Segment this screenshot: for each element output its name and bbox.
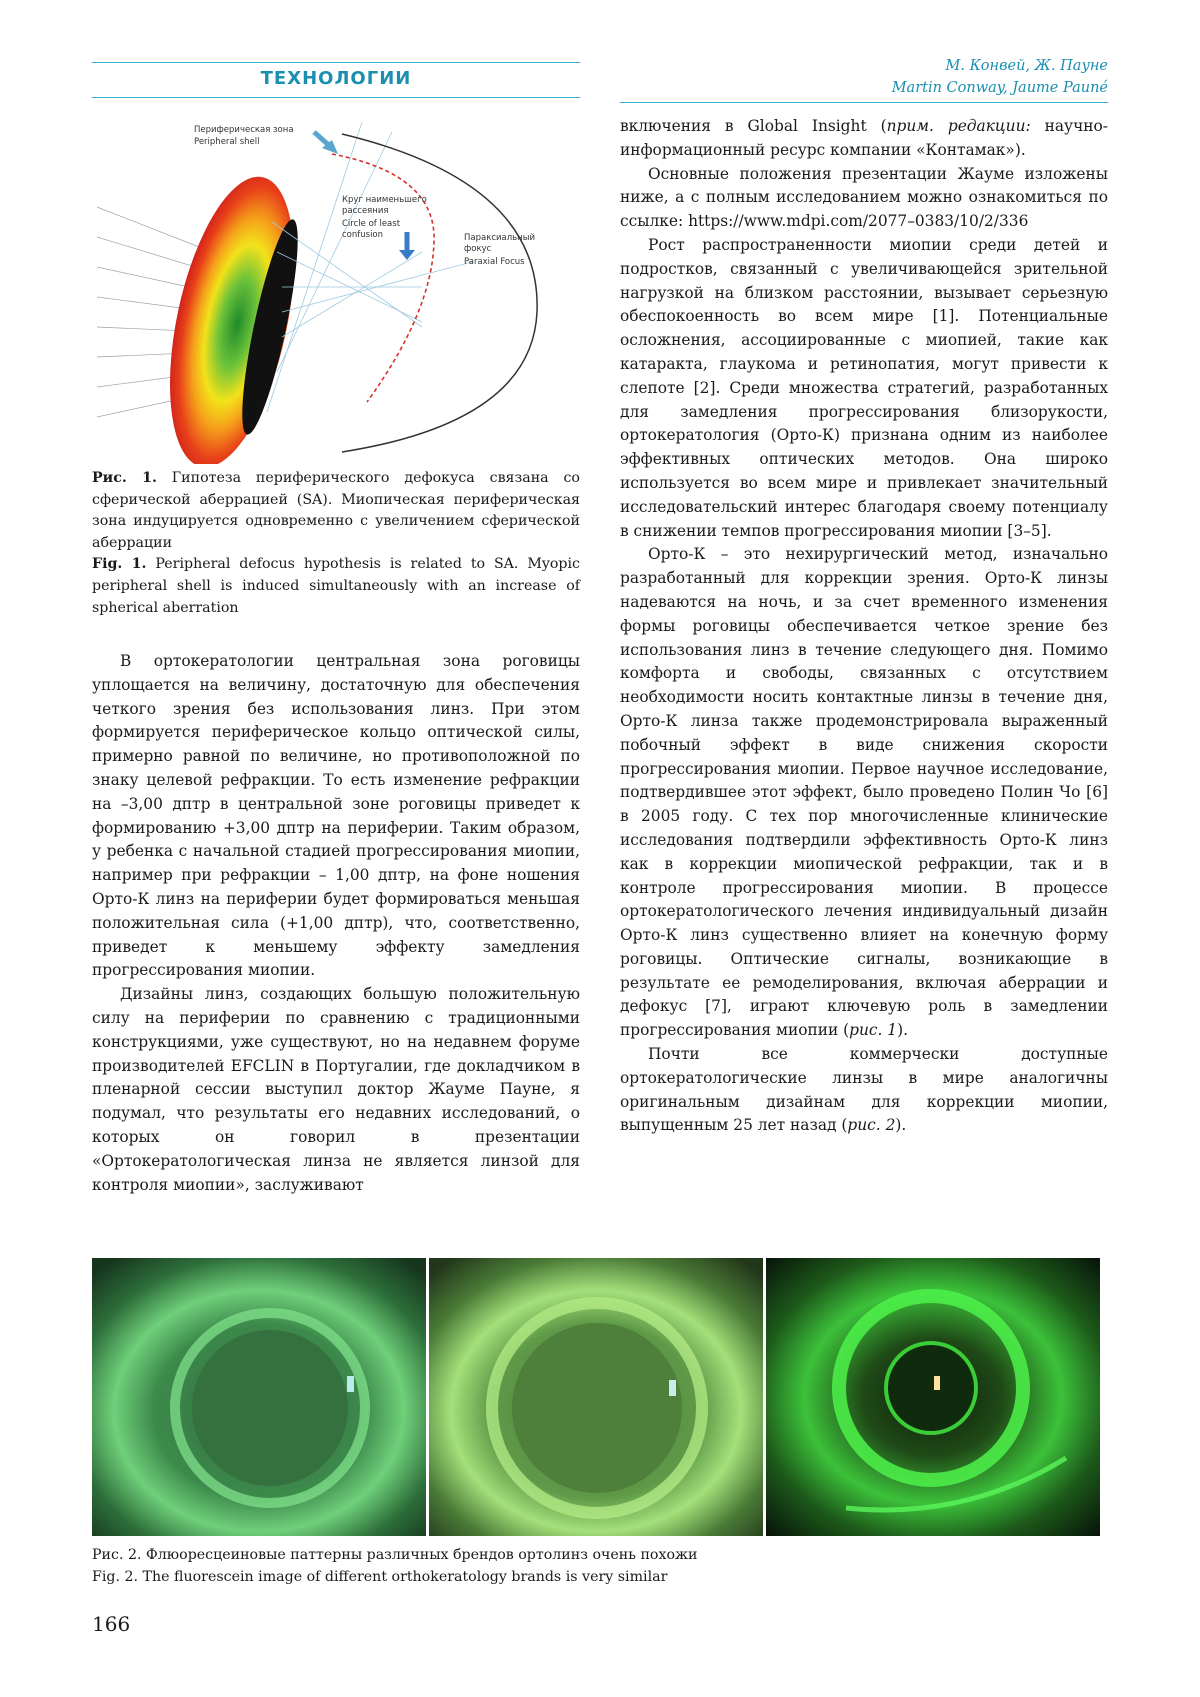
figure-1-reference: рис. 1 — [849, 1021, 897, 1039]
figure-1-caption-ru-label: Рис. 1. — [92, 470, 157, 486]
label-circle-ru-2: рассеяния — [342, 206, 389, 216]
editor-note: прим. редакции: — [887, 117, 1031, 135]
lens-aberration-map — [147, 166, 316, 464]
label-paraxial-ru-1: Параксиальный — [464, 233, 535, 243]
right-paragraph-4-b: ). — [895, 1116, 906, 1134]
header-rule-left-bottom — [92, 97, 580, 98]
label-paraxial-ru-2: фокус — [464, 244, 492, 254]
figure-1-caption-ru-text: Гипотеза периферического дефокуса связана со сферической аберрацией (SA). Миопическая периферическая зона индуцируется одновременно с увеличением сферической аберрации — [92, 470, 580, 551]
fluorescein-image-3 — [766, 1258, 1100, 1536]
label-circle-en-1: Circle of least — [342, 219, 401, 229]
figure-2-caption-en: Fig. 2. The fluorescein image of different orthokeratology brands is very similar — [92, 1566, 1108, 1588]
label-peripheral-ru: Периферическая зона — [194, 125, 294, 135]
figure-2-caption — [92, 1544, 1108, 1588]
right-paragraph-0 — [620, 115, 1108, 163]
authors-en: Martin Conway, Jaume Pauné — [688, 80, 1108, 96]
left-column — [92, 650, 580, 1197]
authors-ru: М. Конвей, Ж. Пауне — [688, 58, 1108, 74]
figure-1-caption — [92, 468, 580, 619]
label-circle-en-2: confusion — [342, 230, 383, 240]
right-paragraph-0-a: включения в Global Insight ( — [620, 117, 887, 135]
label-paraxial-en: Paraxial Focus — [464, 257, 525, 267]
right-paragraph-1: Основные положения презентации Жауме изложены ниже, а с полным исследованием можно ознакомиться по ссылке: https://www.mdpi.com/2077–0383/10/2/336 — [620, 163, 1108, 234]
left-paragraph-2: Дизайны линз, создающих большую положительную силу на периферии по сравнению с традиционными конструкциями, уже существуют, но на недавнем форуме производителей EFCLIN в Португалии, где докладчиком в пленарной сессии выступил доктор Жауме Пауне, я подумал, что результаты его недавних исследований, о которых он говорил в презентации «Ортокератологическая линза не является линзой для контроля миопии», заслуживают — [92, 983, 580, 1197]
left-paragraph-1: В ортокератологии центральная зона роговицы уплощается на величину, достаточную для обеспечения четкого зрения без использования линз. При этом формируется периферическое кольцо оптической силы, примерно равной по величине, но противоположной по знаку целевой рефракции. То есть изменение рефракции на –3,00 дптр в центральной зоне роговицы приведет к формированию +3,00 дптр на периферии. Таким образом, у ребенка с начальной стадией прогрессирования миопии, например при рефракции – 1,00 дптр, на фоне ношения Орто-К линз на периферии будет формироваться меньшая положительная сила (+1,00 дптр), что, соответственно, приведет к меньшему эффекту замедления прогрессирования миопии. — [92, 650, 580, 983]
right-paragraph-4-a: Почти все коммерчески доступные ортокератологические линзы в мире аналогичны оригинальным дизайнам для коррекции миопии, выпущенным 25 лет назад ( — [620, 1045, 1108, 1134]
figure-2-caption-ru: Рис. 2. Флюоресцеиновые паттерны различных брендов ортолинз очень похожи — [92, 1544, 1108, 1566]
header-rule-left-top — [92, 62, 580, 63]
right-paragraph-3-b: ). — [897, 1021, 908, 1039]
right-paragraph-4 — [620, 1043, 1108, 1138]
right-paragraph-2: Рост распространенности миопии среди детей и подростков, связанный с увеличивающейся зрительной нагрузкой на близком расстоянии, вызывает серьезную обеспокоенность во всем мире [1]. Потенциальные осложнения, ассоциированные с миопией, такие как катаракта, глаукома и ретинопатия, могут привести к слепоте [2]. Среди множества стратегий, разработанных для замедления прогрессирования близорукости, ортокератология (Орто-К) признана одним из наиболее эффективных оптических методов. Она широко используется во всем мире и привлекает значительный исследовательский интерес благодаря своему потенциалу в снижении темпов прогрессирования миопии [3–5]. — [620, 234, 1108, 543]
peripheral-arrow — [314, 132, 338, 154]
refracted-rays — [267, 122, 472, 412]
fluorescein-image-2 — [429, 1258, 763, 1536]
label-circle-ru-1: Круг наименьшего — [342, 195, 427, 205]
paraxial-arrow — [399, 232, 415, 260]
right-paragraph-0-b: научно-информационный ресурс компании «Контамак»). — [620, 117, 1108, 159]
figure-1-caption-en — [92, 554, 580, 619]
figure-1-caption-en-label: Fig. 1. — [92, 556, 146, 572]
page-number: 166 — [92, 1612, 130, 1636]
header-rule-right — [620, 102, 1108, 103]
image-shell-curve — [332, 154, 434, 402]
figure-1-caption-ru — [92, 468, 580, 554]
fluorescein-image-1 — [92, 1258, 426, 1536]
figure-2-reference: рис. 2 — [847, 1116, 895, 1134]
figure-1-diagram — [92, 112, 580, 464]
label-peripheral-en: Peripheral shell — [194, 137, 259, 147]
right-paragraph-3 — [620, 543, 1108, 1043]
section-label: ТЕХНОЛОГИИ — [92, 68, 580, 89]
figure-1-caption-en-text: Peripheral defocus hypothesis is related to SA. Myopic peripheral shell is induced simultaneously with an increase of spherical aberration — [92, 556, 580, 615]
right-column — [620, 115, 1108, 1138]
right-paragraph-3-a: Орто-К – это нехирургический метод, изначально разработанный для коррекции зрения. Орто-К линзы надеваются на ночь, и за счет временного изменения формы роговицы обеспечивается четкое зрение без использования линз в течение следующего дня. Помимо комфорта и свободы, связанных с отсутствием необходимости носить контактные линзы в течение дня, Орто-К линза также продемонстрировала выраженный побочный эффект в виде снижения скорости прогрессирования миопии. Первое научное исследование, подтвердившее этот эффект, было проведено Полин Чо [6] в 2005 году. С тех пор многочисленные клинические исследования подтвердили эффективность Орто-К линз как в коррекции миопической рефракции, так и в контроле прогрессирования миопии. В процессе ортокератологического лечения индивидуальный дизайн Орто-К линз существенно влияет на конечную форму роговицы. Оптические сигналы, возникающие в результате ее ремоделирования, включая аберрации и дефокус [7], играют ключевую роль в замедлении прогрессирования миопии ( — [620, 545, 1108, 1039]
retina-arc — [342, 134, 537, 452]
figure-2-images — [92, 1258, 1108, 1536]
